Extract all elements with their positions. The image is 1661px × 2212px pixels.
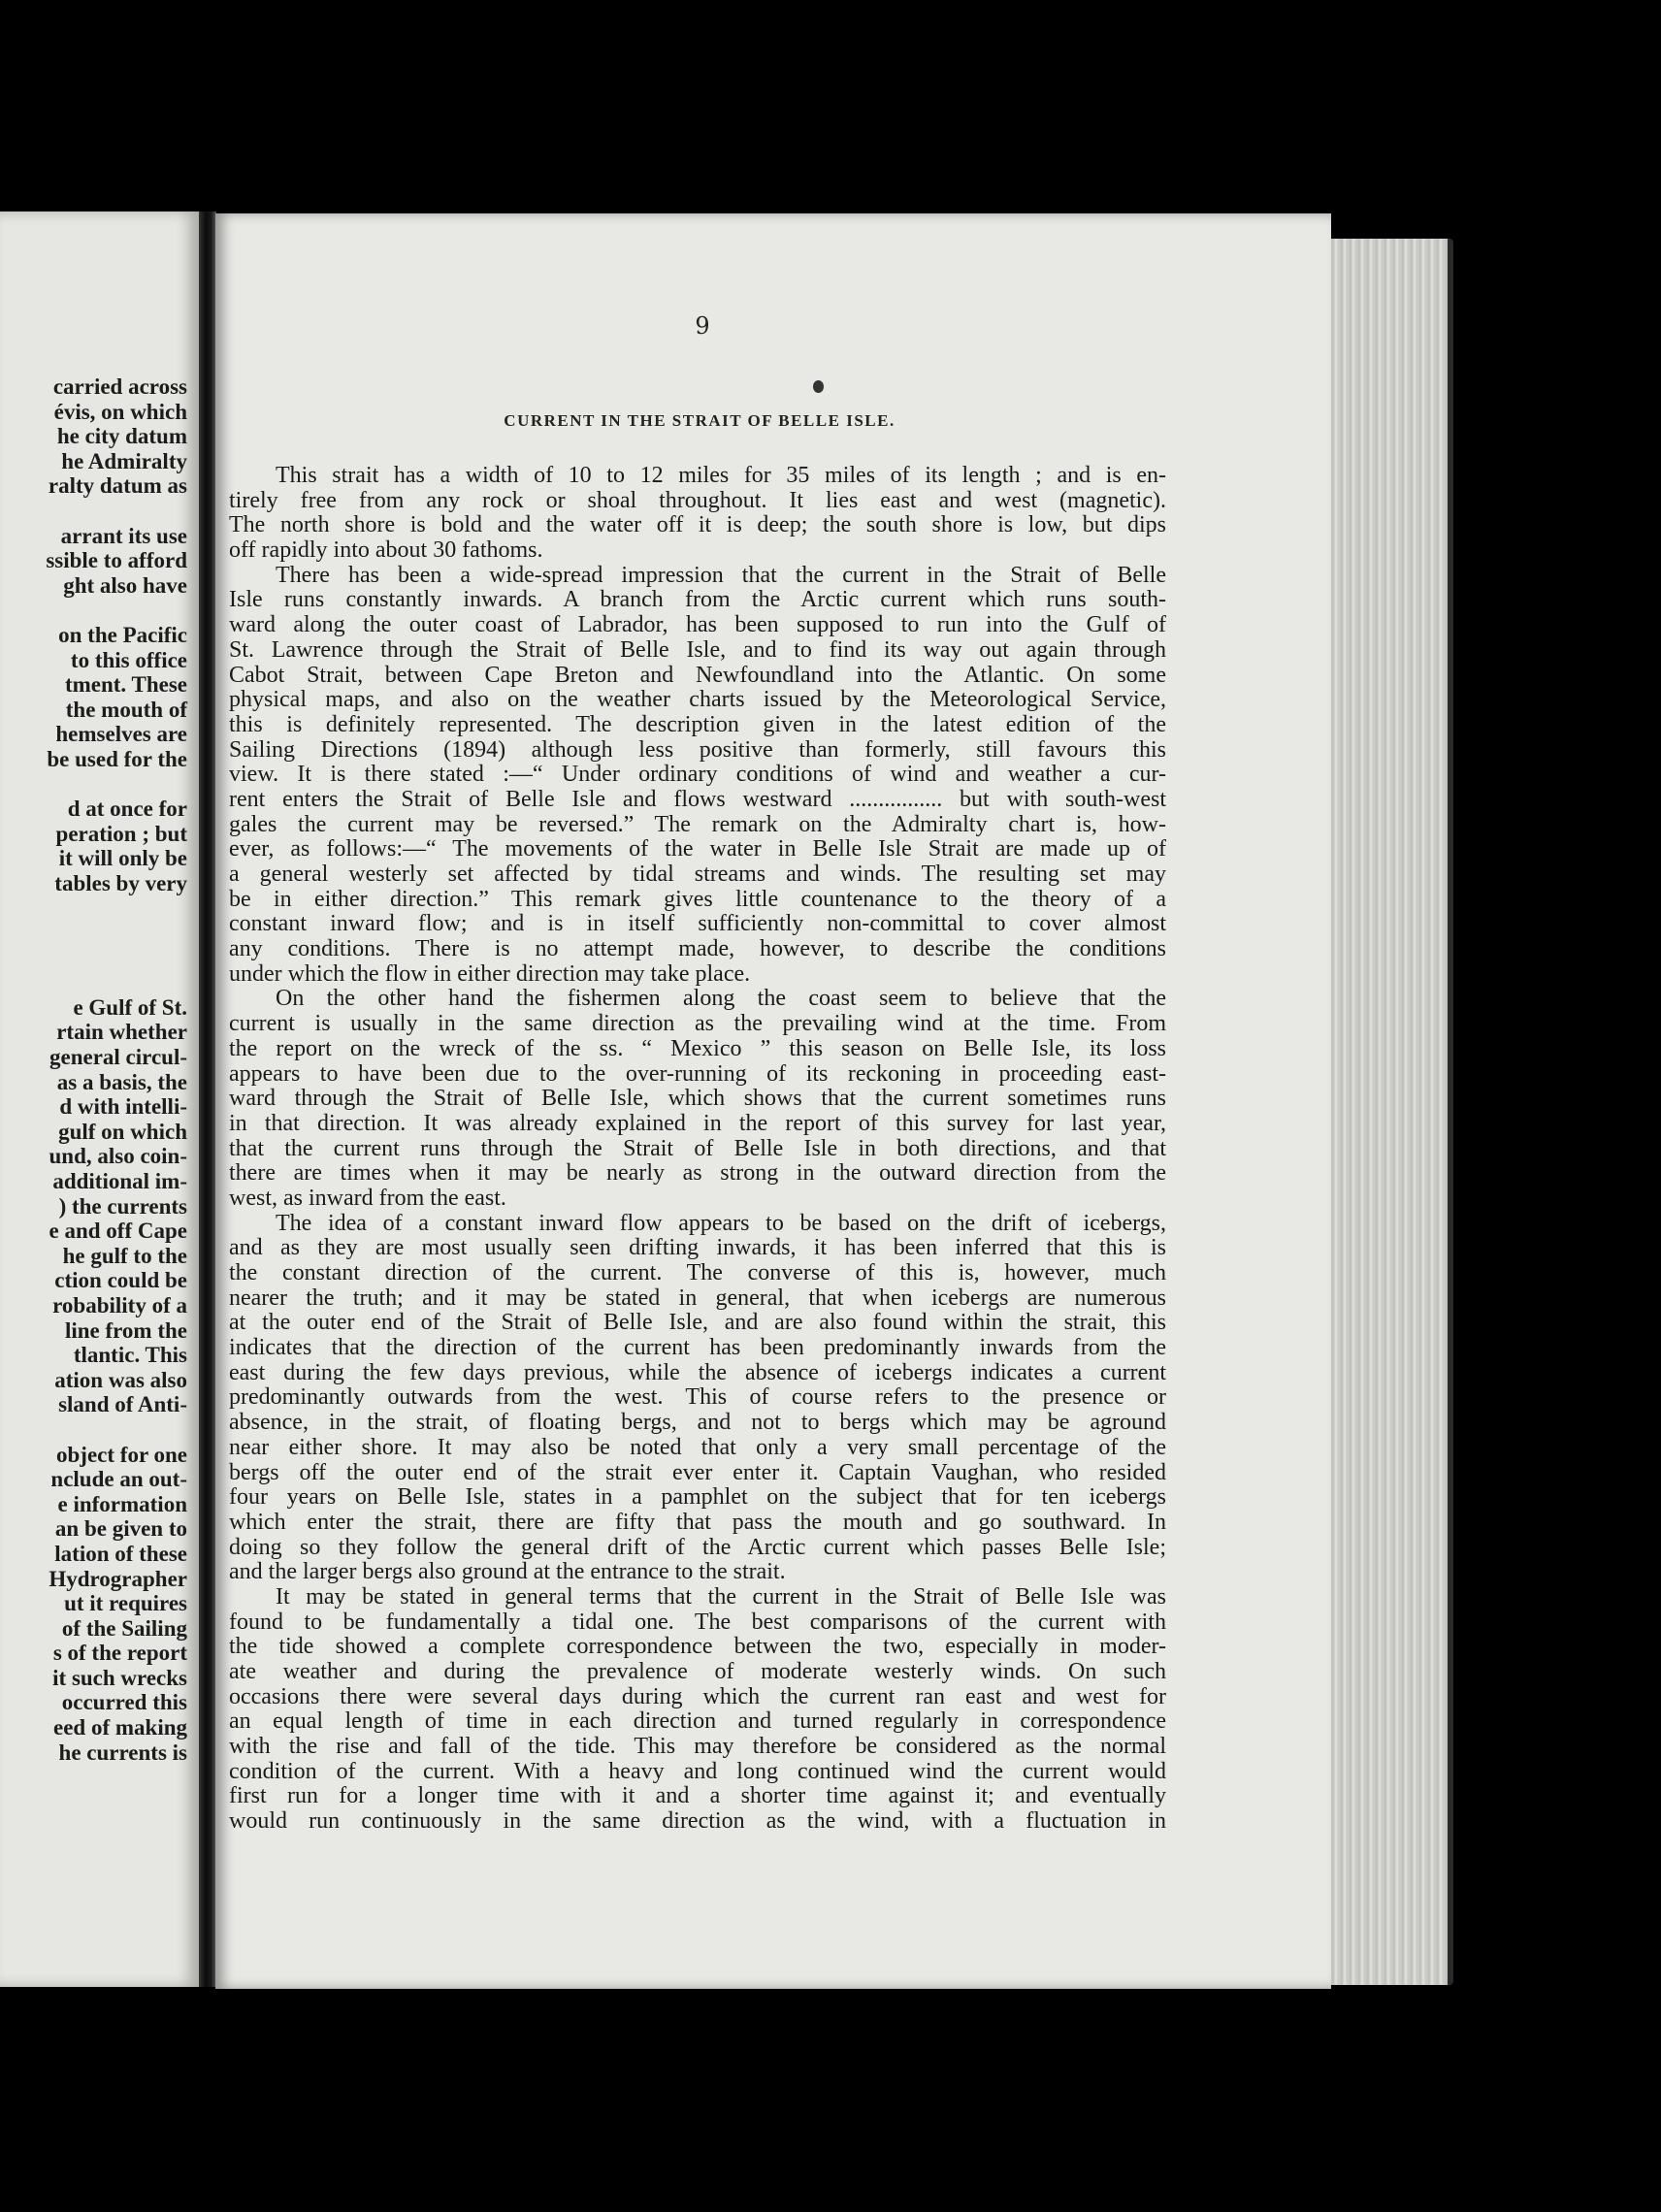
text-line: predominantly outwards from the west. This of course refers to the presence or	[229, 1384, 1166, 1411]
text-line: off rapidly into about 30 fathoms.	[229, 537, 543, 564]
text-line: constant inward flow; and is in itself sufficiently non-committal to cover almost	[229, 911, 1166, 937]
text-line: bergs off the outer end of the strait ever enter it. Captain Vaughan, who resided	[229, 1459, 1166, 1485]
text-line: absence, in the strait, of floating bergs, and not to bergs which may be aground	[229, 1410, 1166, 1436]
left-page-line: carried across	[52, 374, 187, 399]
left-page-line: peration ; but	[55, 821, 187, 846]
left-page-line: it such wrecks	[52, 1665, 187, 1690]
left-page-gap	[0, 499, 187, 524]
ink-mark	[813, 380, 824, 393]
left-page-line: tlantic. This	[73, 1343, 187, 1368]
text-line: gales the current may be reversed.” The remark on the Admiralty chart is, how-	[229, 811, 1166, 837]
left-page-gap	[0, 921, 187, 946]
left-page-line: of the Sailing	[61, 1615, 187, 1641]
left-page-line: d at once for	[67, 797, 187, 822]
left-page-line: to this office	[70, 647, 187, 672]
text-line: four years on Belle Isle, states in a pamphlet on the subject that for ten icebergs	[229, 1484, 1166, 1511]
text-line: On the other hand the fishermen along the coast seem to believe that the	[276, 986, 1166, 1012]
text-line: ward along the outer coast of Labrador, has been supposed to run into the Gulf of	[229, 612, 1166, 638]
left-page-line: e and off Cape	[49, 1219, 187, 1244]
text-line: indicates that the direction of the current has been predominantly inwards from the	[229, 1335, 1166, 1361]
left-page-line: he city datum	[56, 424, 187, 449]
left-page-line: ) the currents	[58, 1193, 187, 1219]
text-line: appears to have been due to the over-running of its reckoning in proceeding east-	[229, 1060, 1166, 1087]
text-line: there are times when it may be nearly as strong in the outward direction from the	[229, 1160, 1166, 1187]
left-page-line: general circul-	[49, 1045, 187, 1070]
text-line: The idea of a constant inward flow appears to be based on the drift of icebergs,	[276, 1210, 1166, 1236]
left-page-line: eed of making	[53, 1715, 187, 1740]
left-page-line: object for one	[56, 1442, 187, 1467]
text-line: at the outer end of the Strait of Belle Isle, and are also found within the strait, this	[229, 1310, 1166, 1336]
left-page-line: ssible to afford	[46, 548, 187, 573]
left-page-line: lation of these	[54, 1541, 187, 1566]
text-line: with the rise and fall of the tide. This may therefore be considered as the normal	[229, 1734, 1166, 1760]
text-line: the tide showed a complete correspondence between the two, especially in moder-	[229, 1634, 1166, 1660]
left-page-line: d with intelli-	[59, 1094, 187, 1120]
left-page-gap	[0, 895, 187, 921]
left-page-line: additional im-	[52, 1169, 187, 1193]
text-line: tirely free from any rock or shoal throughout. It lies east and west (magnetic).	[229, 487, 1166, 513]
text-line: a general westerly set affected by tidal streams and winds. The resulting set may	[229, 862, 1166, 887]
text-line: rent enters the Strait of Belle Isle and flows westward ................ but with south-west	[229, 786, 1166, 812]
left-page-line: be used for the	[47, 746, 187, 771]
text-line: the report on the wreck of the ss. “ Mexico ” this season on Belle Isle, its loss	[229, 1035, 1166, 1061]
left-page-line: und, also coin-	[49, 1144, 187, 1169]
body-text	[229, 464, 1166, 1835]
left-page-line: nclude an out-	[50, 1467, 187, 1492]
text-line: view. It is there stated :—“ Under ordinary conditions of wind and weather a cur-	[229, 762, 1166, 788]
left-page-line: s of the report	[52, 1641, 187, 1666]
text-line: any conditions. There is no attempt made, however, to describe the conditions	[229, 936, 1166, 962]
text-line: east during the few days previous, while the absence of icebergs indicates a current	[229, 1359, 1166, 1385]
text-line: Cabot Strait, between Cape Breton and Newfoundland into the Atlantic. On some	[229, 662, 1166, 688]
text-line: west, as inward from the east.	[229, 1185, 506, 1211]
left-page-line: tment. These	[64, 672, 187, 698]
left-page-line: line from the	[64, 1317, 187, 1343]
left-page-line: tables by very	[54, 870, 187, 895]
left-page-line: ut it requires	[64, 1591, 187, 1616]
text-line: would run continuously in the same direction as the wind, with a fluctuation in	[229, 1808, 1166, 1835]
text-line: and the larger bergs also ground at the entrance to the strait.	[229, 1559, 786, 1585]
text-line: under which the flow in either direction may take place.	[229, 960, 751, 987]
left-page-gap	[0, 772, 187, 797]
text-line: be in either direction.” This remark gives little countenance to the theory of a	[229, 886, 1166, 912]
left-page-line: ght also have	[63, 572, 187, 598]
text-line: in that direction. It was already explained in the report of this survey for last year,	[229, 1110, 1166, 1136]
left-page-line: gulf on which	[58, 1119, 187, 1144]
left-page-line: he Admiralty	[61, 448, 187, 473]
text-line: the constant direction of the current. The converse of this is, however, much	[229, 1260, 1166, 1285]
left-page-gap	[0, 1417, 187, 1443]
text-line: Isle runs constantly inwards. A branch from the Arctic current which runs south-	[229, 587, 1166, 613]
text-line: There has been a wide-spread impression that the current in the Strait of Belle	[276, 562, 1166, 588]
left-page-line: on the Pacific	[58, 622, 187, 647]
left-page-line: rtain whether	[56, 1020, 187, 1045]
text-line: which enter the strait, there are fifty that pass the mouth and go southward. In	[229, 1509, 1166, 1535]
text-line: this is definitely represented. The description given in the latest edition of the	[229, 711, 1166, 737]
text-line: ate weather and during the prevalence of moderate westerly winds. On such	[229, 1659, 1166, 1684]
left-page-line: hemselves are	[55, 722, 187, 747]
left-page-line: as a basis, the	[56, 1069, 187, 1094]
text-line: Sailing Directions (1894) although less positive than formerly, still favours this	[229, 736, 1166, 763]
left-page-line: it will only be	[58, 846, 187, 871]
text-line: found to be fundamentally a tidal one. The best comparisons of the current with	[229, 1609, 1166, 1635]
left-page-line: ralty datum as	[48, 473, 187, 499]
left-page-line: occurred this	[61, 1690, 187, 1715]
left-page-gap	[0, 970, 187, 995]
text-line: It may be stated in general terms that the current in the Strait of Belle Isle was	[276, 1583, 1166, 1610]
text-line: that the current runs through the Strait of Belle Isle in both directions, and that	[229, 1135, 1166, 1161]
text-line: and as they are most usually seen drifting inwards, it has been inferred that this is	[229, 1235, 1166, 1261]
text-line: doing so they follow the general drift of the Arctic current which passes Belle Isle;	[229, 1534, 1166, 1560]
text-line: near either shore. It may also be noted that only a very small percentage of the	[229, 1434, 1166, 1460]
text-line: St. Lawrence through the Strait of Belle Isle, and to find its way out again through	[229, 636, 1166, 663]
text-line: nearer the truth; and it may be stated in general, that when icebergs are numerous	[229, 1285, 1166, 1311]
left-page-line: Hydrographer	[49, 1566, 187, 1591]
left-page-line: the mouth of	[65, 697, 187, 722]
left-page-line: e information	[57, 1491, 187, 1516]
left-page-line: ation was also	[54, 1367, 187, 1392]
left-page-line: e Gulf of St.	[73, 994, 187, 1020]
text-line: ward through the Strait of Belle Isle, which shows that the current sometimes runs	[229, 1086, 1166, 1112]
left-page-gap	[0, 598, 187, 623]
page-number: 9	[695, 312, 710, 340]
text-line: condition of the current. With a heavy and long continued wind the current would	[229, 1758, 1166, 1784]
text-line: ever, as follows:—“ The movements of the water in Belle Isle Strait are made up of	[229, 836, 1166, 862]
text-line: first run for a longer time with it and a shorter time against it; and eventually	[229, 1783, 1166, 1809]
text-line: This strait has a width of 10 to 12 miles for 35 miles of its length ; and is en-	[276, 463, 1166, 488]
left-page-line: arrant its use	[60, 523, 187, 548]
left-page-text	[0, 374, 187, 1765]
left-page-line: an be given to	[54, 1516, 187, 1542]
text-line: an equal length of time in each direction and turned regularly in correspondence	[229, 1708, 1166, 1735]
left-page-gap	[0, 946, 187, 971]
left-page-line: he gulf to the	[62, 1243, 187, 1268]
left-page	[0, 211, 199, 1987]
left-page-line: robability of a	[52, 1292, 187, 1317]
left-page-line: sland of Anti-	[58, 1392, 187, 1417]
book-gutter	[199, 211, 216, 1987]
left-page-line: ction could be	[54, 1268, 187, 1293]
text-line: current is usually in the same direction as the prevailing wind at the time. From	[229, 1011, 1166, 1037]
text-line: occasions there were several days during which the current ran east and west for	[229, 1683, 1166, 1709]
text-line: physical maps, and also on the weather charts issued by the Meteorological Service,	[229, 687, 1166, 713]
section-heading: CURRENT IN THE STRAIT OF BELLE ISLE.	[504, 411, 896, 430]
left-page-line: he currents is	[58, 1740, 187, 1765]
text-line: The north shore is bold and the water off it is deep; the south shore is low, but dips	[229, 512, 1166, 538]
left-page-line: évis, on which	[53, 399, 187, 424]
